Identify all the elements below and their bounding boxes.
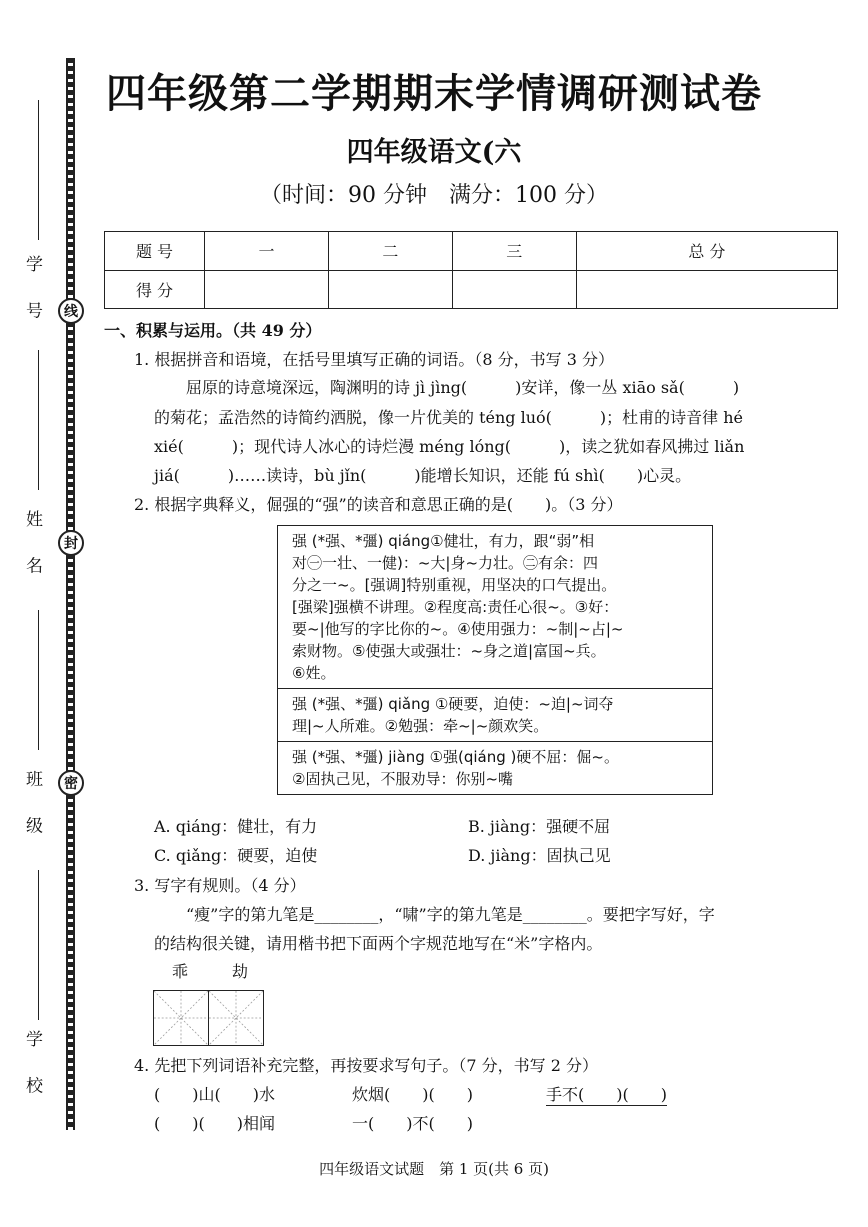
dict-line: 分之一~。[强调]特别重视，用坚决的口气提出。 (292, 576, 617, 594)
student-id-line (38, 100, 39, 240)
dict-entry-jiang (278, 741, 712, 794)
q4-idiom: 炊烟( )( ) (352, 1085, 473, 1104)
q3-prompt: 3. 写字有规则。（4 分） (134, 876, 306, 895)
dict-line: ②固执己见，不服劝导：你别~嘴 (292, 770, 514, 788)
dict-line: 对㊀一壮、一健)：~大|身~力壮。㊁有余：四 (292, 554, 599, 572)
label-school: 学 校 (22, 1030, 42, 1106)
score-table (104, 231, 838, 309)
label-class: 班 级 (22, 770, 42, 846)
page-subtitle: 四年级语文(六 (346, 137, 522, 168)
dict-line: 理|~人所难。②勉强：牵~|~颜欢笑。 (292, 717, 549, 735)
page-footer: 四年级语文试题 第 1 页(共 6 页) (319, 1160, 549, 1178)
binding-rail (66, 58, 75, 1130)
dict-entry-qiang3 (278, 688, 712, 741)
score-header-cell: 题 号 (105, 232, 205, 271)
score-row-label: 得 分 (105, 270, 205, 309)
dict-line: ⑥姓。 (292, 664, 336, 682)
q2-option-b[interactable]: B. jiàng：强硬不屈 (468, 817, 611, 836)
score-header-cell: 一 (205, 232, 329, 271)
seal-line: 线 (58, 298, 84, 324)
q4-idiom: ( )( )相闻 (154, 1114, 275, 1133)
q3-char: 劫 (232, 962, 249, 981)
q3-line: “瘦”字的第九笔是________，“啸”字的第九笔是________。要把字写好，字 (186, 905, 715, 924)
q2-option-a[interactable]: A. qiáng：健壮，有力 (154, 817, 318, 836)
q4-idiom: ( )山( )水 (154, 1085, 275, 1104)
score-input-cell[interactable] (205, 270, 329, 309)
q2-option-d[interactable]: D. jiàng：固执己见 (468, 846, 611, 865)
score-input-cell[interactable] (452, 270, 576, 309)
q1-line: 的菊花；孟浩然的诗简约洒脱，像一片优美的 téng luó( )；杜甫的诗音律 hé (154, 408, 744, 427)
dict-line: 索财物。⑤使强大或强壮：~身之道|富国~兵。 (292, 642, 606, 660)
dict-entry-qiang2 (278, 526, 712, 688)
dict-line: 强 (*强、*彊) jiàng ①强(qiáng )硬不屈：倔~。 (292, 748, 619, 766)
seal-secret: 密 (58, 770, 84, 796)
score-header-cell: 总 分 (576, 232, 837, 271)
page-title: 四年级第二学期期末学情调研测试卷 (106, 70, 762, 117)
score-input-cell[interactable] (328, 270, 452, 309)
q2-option-c[interactable]: C. qiǎng：硬要，迫使 (154, 846, 318, 865)
seal-seal: 封 (58, 530, 84, 556)
q4-idiom-underlined: 手不( )( ) (546, 1085, 667, 1104)
dict-line: [强梁]强横不讲理。②程度高:责任心很~。③好： (292, 598, 619, 616)
q4-prompt: 4. 先把下列词语补充完整，再按要求写句子。（7 分，书写 2 分） (134, 1056, 598, 1075)
score-header-cell: 二 (328, 232, 452, 271)
score-header-cell: 三 (452, 232, 576, 271)
q1-line: xié( )；现代诗人冰心的诗烂漫 méng lóng( )，读之犹如春风拂过 liǎn (154, 437, 745, 456)
q4-idiom: 一( )不( ) (352, 1114, 473, 1133)
dict-line: 要~|他写的字比你的~。④使用强力：~制|~占|~ (292, 620, 624, 638)
label-name: 姓 名 (22, 510, 42, 586)
school-line (38, 870, 39, 1020)
class-line (38, 610, 39, 750)
label-student-id: 学 号 (22, 255, 42, 331)
mi-grid-box[interactable] (153, 990, 209, 1046)
q3-line: 的结构很关键，请用楷书把下面两个字规范地写在“米”字格内。 (154, 934, 603, 953)
exam-time-info: （时间：90 分钟 满分：100 分） (260, 183, 608, 208)
q1-line: jiá( )……读诗，bù jǐn( )能增长知识，还能 fú shì( )心灵。 (154, 466, 692, 485)
q2-prompt: 2. 根据字典释义，倔强的“强”的读音和意思正确的是( )。（3 分） (134, 495, 623, 514)
score-input-cell[interactable] (576, 270, 837, 309)
dict-line: 强 (*强、*彊) qiǎng ①硬要，迫使：~迫|~词夺 (292, 695, 614, 713)
q1-prompt: 1. 根据拼音和语境，在括号里填写正确的词语。（8 分，书写 3 分） (134, 350, 614, 369)
name-line (38, 350, 39, 490)
q3-char: 乖 (172, 962, 189, 981)
dictionary-box (277, 525, 713, 795)
dict-line: 强 (*强、*彊) qiáng①健壮，有力，跟“弱”相 (292, 532, 595, 550)
mi-grid-box[interactable] (208, 990, 264, 1046)
section-heading: 一、积累与运用。（共 49 分） (104, 321, 322, 340)
q1-line: 屈原的诗意境深远，陶渊明的诗 jì jìng( )安详，像一丛 xiāo sǎ( ) (186, 378, 740, 397)
